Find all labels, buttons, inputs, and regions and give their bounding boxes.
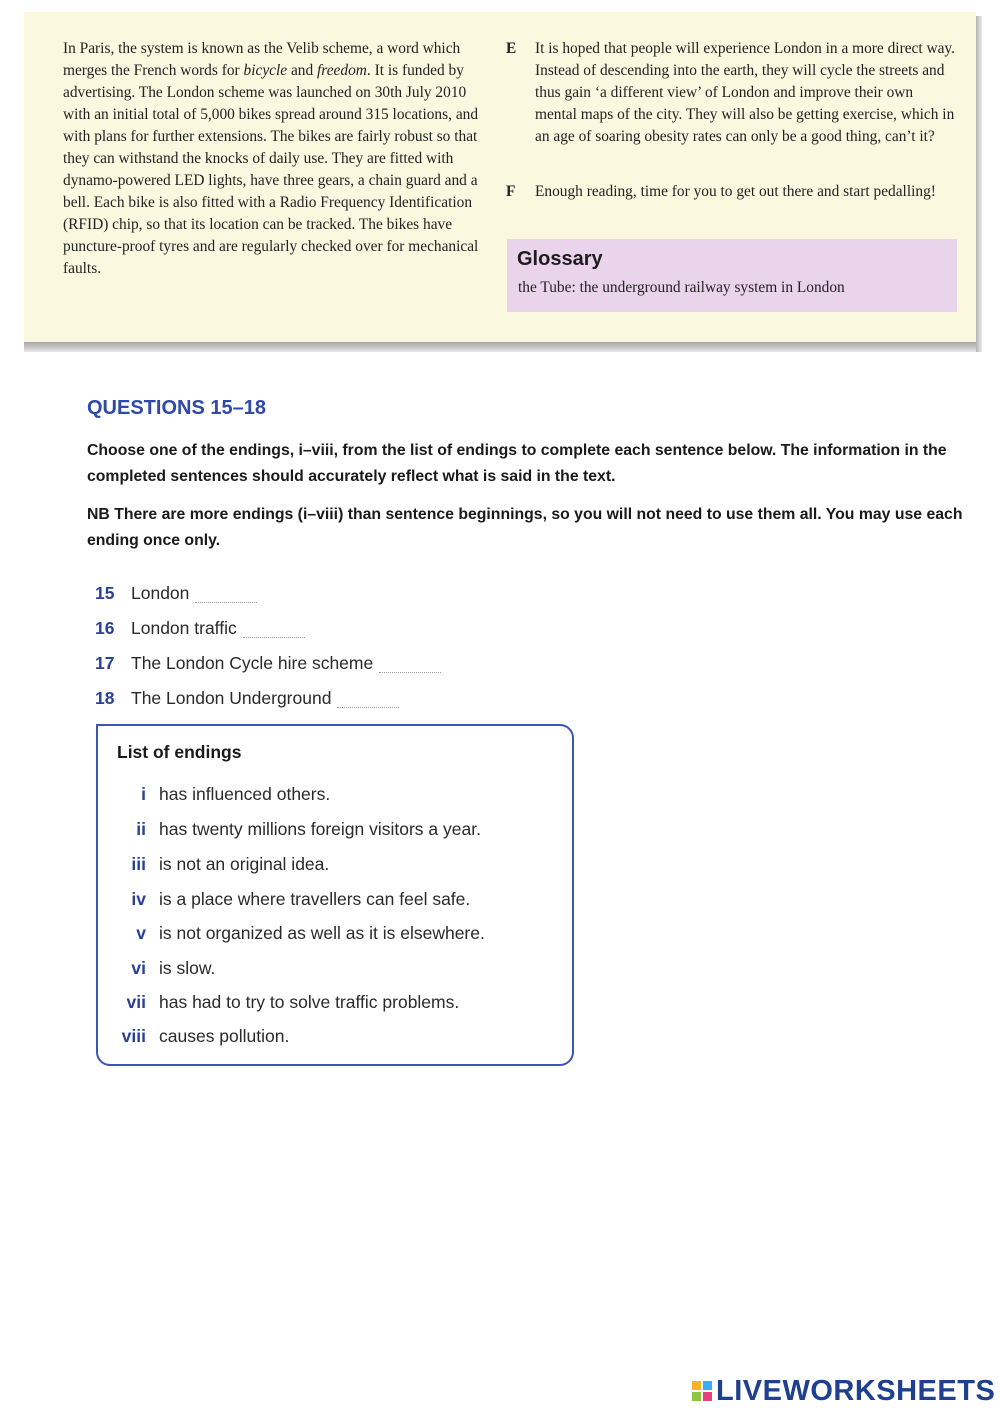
instruction-text: Choose one of the endings, i–viii, from the list of endings to complete each sentence below. The information in the completed sentences should accurately reflect what is said in the text. — [87, 442, 947, 485]
question-row — [95, 582, 257, 612]
endings-title: List of endings — [117, 742, 242, 762]
ending-numeral: iii — [131, 854, 146, 874]
ending-text: causes pollution. — [159, 1026, 290, 1046]
ending-item — [98, 819, 568, 849]
glossary-title: Glossary — [517, 248, 603, 270]
paragraph-text: Enough reading, time for you to get out there and start pedalling! — [535, 183, 936, 200]
ending-text: has influenced others. — [159, 784, 331, 804]
ending-numeral: ii — [136, 819, 146, 839]
questions-heading: QUESTIONS 15–18 — [87, 397, 266, 419]
panel-shadow-right — [976, 16, 982, 352]
question-number: 18 — [95, 688, 115, 708]
paragraph-text: It is hoped that people will experience London in a more direct way. Instead of descending into the earth, they will cycle the streets and thus gain ‘a different view’ of London and improve their own mental maps of the city. They will also be getting exercise, which in an age of soaring obesity rates can only be a good thing, can’t it? — [535, 40, 955, 145]
passage-italic-word: freedom — [317, 62, 367, 79]
ending-item — [98, 992, 568, 1022]
ending-text: is a place where travellers can feel safe. — [159, 889, 471, 909]
ending-numeral: viii — [121, 1026, 146, 1046]
passage-text: In Paris, the system is known as the Velib scheme, a word which merges the French words for — [63, 40, 461, 79]
question-text: The London Cycle hire scheme — [131, 653, 374, 673]
logo-text: LIVEWORKSHEETS — [716, 1374, 996, 1407]
paragraph-f — [506, 181, 958, 203]
ending-numeral: vii — [126, 992, 146, 1012]
question-row — [95, 652, 441, 682]
question-number: 17 — [95, 653, 115, 673]
ending-text: is slow. — [159, 958, 216, 978]
paragraph-letter: E — [506, 40, 517, 57]
ending-item — [98, 958, 568, 988]
liveworksheets-logo[interactable] — [692, 1374, 995, 1408]
question-number: 15 — [95, 583, 115, 603]
paragraph-e — [506, 38, 958, 148]
passage-text: . It is funded by advertising. The London scheme was launched on 30th July 2010 with an initial total of 5,000 bikes spread around 315 locations, and with plans for further extensions. The bikes are fairly robust so that they can withstand the knocks of daily use. They are fitted with dynamo-powered LED lights, have three gears, a chain guard and a bell. Each bike is also fitted with a Radio Frequency Identification (RFID) chip, so that its location can be tracked. The bikes have puncture-proof tyres and are regularly checked over for mechanical faults. — [63, 62, 479, 277]
paragraph-letter: F — [506, 183, 516, 200]
question-text: London traffic — [131, 618, 237, 638]
ending-numeral: iv — [131, 889, 146, 909]
glossary-box — [507, 239, 957, 312]
ending-item — [98, 784, 568, 814]
answer-blank[interactable] — [243, 617, 305, 638]
answer-blank[interactable] — [195, 582, 257, 603]
question-number: 16 — [95, 618, 115, 638]
question-row — [95, 687, 399, 717]
ending-item — [98, 854, 568, 884]
ending-item — [98, 889, 568, 919]
glossary-text: the Tube: the underground railway system in London — [518, 279, 845, 296]
question-text: London — [131, 583, 190, 603]
passage-left-column — [63, 38, 487, 280]
ending-item — [98, 923, 568, 953]
ending-numeral: vi — [131, 958, 146, 978]
ending-item — [98, 1026, 568, 1056]
ending-numeral: v — [136, 923, 146, 943]
panel-shadow — [24, 342, 980, 352]
answer-blank[interactable] — [379, 652, 441, 673]
question-row — [95, 617, 305, 647]
answer-blank[interactable] — [337, 687, 399, 708]
liveworksheets-logo-icon — [692, 1381, 712, 1401]
ending-numeral: i — [141, 784, 146, 804]
ending-text: has twenty millions foreign visitors a year. — [159, 819, 481, 839]
passage-text: and — [287, 62, 318, 79]
question-text: The London Underground — [131, 688, 332, 708]
ending-text: is not an original idea. — [159, 854, 330, 874]
endings-box — [96, 724, 574, 1066]
ending-text: has had to try to solve traffic problems. — [159, 992, 460, 1012]
ending-text: is not organized as well as it is elsewhere. — [159, 923, 485, 943]
instruction-note: NB There are more endings (i–viii) than sentence beginnings, so you will not need to use them all. You may use each ending once only. — [87, 506, 963, 549]
passage-italic-word: bicycle — [243, 62, 288, 79]
